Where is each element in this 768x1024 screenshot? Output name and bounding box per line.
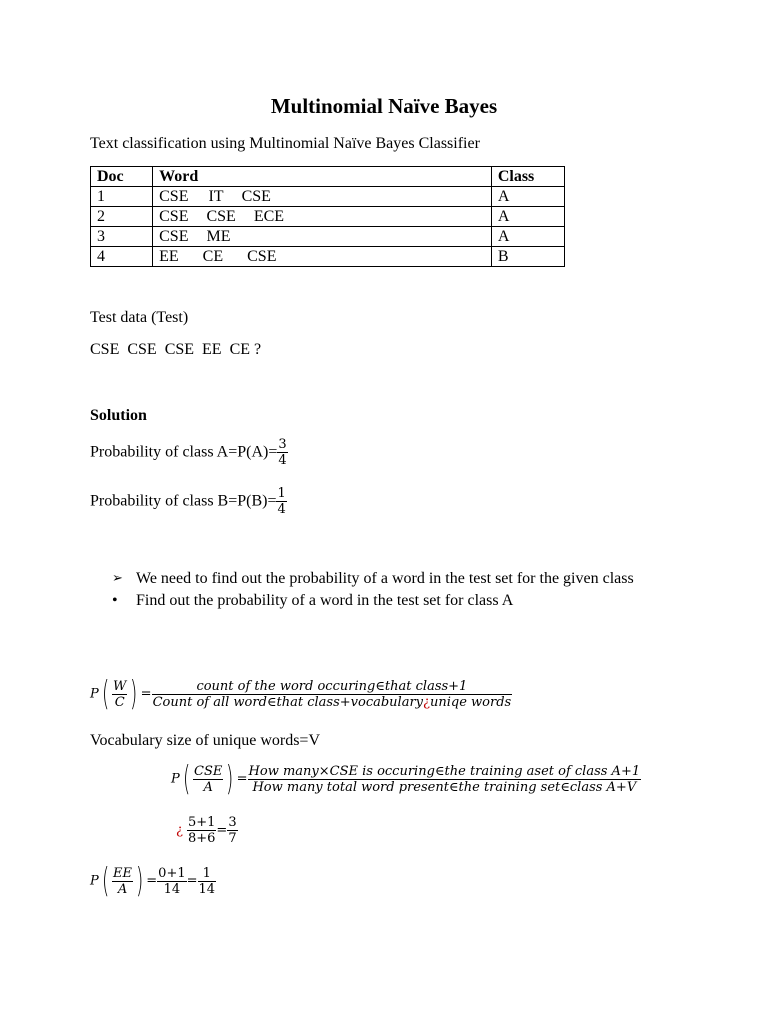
ee-result-fraction bbox=[198, 866, 217, 897]
word: CE bbox=[202, 247, 224, 265]
frac-num: W bbox=[113, 678, 127, 694]
word: CSE bbox=[159, 187, 189, 205]
words-cell bbox=[153, 247, 492, 267]
calc-den: 8+6 bbox=[187, 831, 216, 846]
right-paren: ) bbox=[130, 674, 138, 714]
calc-cse bbox=[176, 815, 238, 846]
general-fraction bbox=[152, 679, 513, 710]
left-paren: ( bbox=[101, 674, 110, 714]
word: CSE bbox=[247, 247, 277, 265]
steps-list bbox=[108, 568, 676, 612]
header-word: Word bbox=[153, 167, 492, 187]
words-cell bbox=[153, 227, 492, 247]
left-paren: ( bbox=[101, 861, 110, 901]
w-given-c-fraction bbox=[112, 679, 127, 710]
cse-fraction bbox=[248, 764, 642, 795]
p-symbol: P bbox=[171, 771, 180, 787]
prob-a-fraction bbox=[277, 437, 287, 468]
right-paren: ) bbox=[135, 861, 144, 901]
class-cell: A bbox=[491, 227, 564, 247]
word: ME bbox=[206, 227, 231, 245]
prob-class-a bbox=[90, 437, 288, 468]
ee-num: 0+1 bbox=[158, 865, 186, 881]
word: CSE bbox=[206, 207, 236, 225]
header-class: Class bbox=[491, 167, 564, 187]
word: CSE bbox=[159, 227, 189, 245]
right-paren: ) bbox=[226, 759, 234, 799]
equals-sign: = bbox=[140, 686, 152, 702]
bullet-text: We need to find out the probability of a word in the test set for the given class bbox=[136, 570, 634, 587]
formula-ee bbox=[90, 861, 216, 901]
class-cell: A bbox=[491, 187, 564, 207]
result-den: 7 bbox=[228, 831, 237, 846]
left-paren: ( bbox=[182, 759, 191, 799]
calc-fraction bbox=[187, 815, 216, 846]
frac-den: A bbox=[203, 779, 213, 795]
inverted-question-glyph: ¿ bbox=[423, 694, 430, 710]
table-header-row bbox=[91, 167, 565, 187]
prob-a-num: 3 bbox=[278, 437, 287, 452]
ee-den: 14 bbox=[163, 881, 181, 897]
words-cell bbox=[153, 187, 492, 207]
ee-fraction bbox=[157, 866, 186, 897]
equals-sign: = bbox=[146, 873, 158, 889]
cse-given-a-fraction bbox=[193, 764, 223, 795]
vocabulary-line: Vocabulary size of unique words=V bbox=[90, 732, 321, 749]
list-item bbox=[108, 590, 676, 612]
prob-a-label: Probability of class A=P(A)= bbox=[90, 443, 278, 461]
table-row bbox=[91, 247, 565, 267]
training-docs-table bbox=[90, 166, 565, 267]
frac-den: C bbox=[114, 694, 125, 710]
prob-class-b bbox=[90, 486, 287, 517]
equals-sign: = bbox=[186, 873, 198, 889]
frac-num: CSE bbox=[194, 763, 223, 779]
general-den-pre: Count of all word∈that class+vocabulary bbox=[152, 694, 424, 710]
words-cell bbox=[153, 207, 492, 227]
doc-cell: 1 bbox=[91, 187, 153, 207]
doc-cell: 2 bbox=[91, 207, 153, 227]
test-data-label: Test data (Test) bbox=[90, 309, 189, 326]
prob-a-den: 4 bbox=[278, 453, 287, 468]
word: CSE bbox=[159, 207, 189, 225]
solution-heading: Solution bbox=[90, 407, 147, 424]
calc-num: 5+1 bbox=[187, 815, 216, 830]
word: CSE bbox=[241, 187, 271, 205]
list-item bbox=[108, 568, 676, 590]
frac-den: A bbox=[117, 881, 128, 897]
p-symbol: P bbox=[90, 686, 99, 702]
frac-num: EE bbox=[113, 865, 132, 881]
word: EE bbox=[159, 247, 179, 265]
formula-general bbox=[90, 674, 512, 714]
table-row bbox=[91, 227, 565, 247]
doc-cell: 4 bbox=[91, 247, 153, 267]
result-num: 3 bbox=[228, 815, 237, 830]
table-row bbox=[91, 187, 565, 207]
general-den-post: uniqe words bbox=[430, 694, 512, 710]
page-title: Multinomial Naïve Bayes bbox=[270, 94, 498, 118]
cse-den: How many total word present∈the training set∈class A+V bbox=[252, 779, 637, 795]
inverted-question-glyph: ¿ bbox=[176, 823, 183, 838]
prob-b-label: Probability of class B=P(B)= bbox=[90, 492, 277, 510]
header-doc: Doc bbox=[91, 167, 153, 187]
bullet-text: Find out the probability of a word in the test set for class A bbox=[136, 592, 514, 609]
word: IT bbox=[208, 187, 224, 205]
general-den bbox=[152, 695, 513, 710]
ee-result-den: 14 bbox=[198, 881, 216, 897]
ee-result-num: 1 bbox=[198, 866, 217, 882]
doc-cell: 3 bbox=[91, 227, 153, 247]
prob-b-fraction bbox=[276, 486, 286, 517]
word: ECE bbox=[253, 207, 285, 225]
dot-bullet-icon: • bbox=[112, 592, 118, 609]
arrow-bullet-icon: ➢ bbox=[112, 571, 123, 586]
formula-cse bbox=[171, 759, 641, 799]
intro-text: Text classification using Multinomial Naïve Bayes Classifier bbox=[90, 135, 480, 152]
p-symbol: P bbox=[90, 873, 99, 889]
ee-given-a-fraction bbox=[112, 866, 133, 897]
prob-b-den: 4 bbox=[277, 502, 286, 517]
result-fraction bbox=[227, 815, 237, 846]
table-row bbox=[91, 207, 565, 227]
cse-num: How many×CSE is occuring∈the training aset of class A+1 bbox=[248, 763, 641, 779]
test-words: CSE CSE CSE EE CE ? bbox=[90, 341, 262, 358]
prob-b-num: 1 bbox=[277, 486, 286, 501]
class-cell: A bbox=[491, 207, 564, 227]
equals-sign: = bbox=[216, 823, 228, 838]
class-cell: B bbox=[491, 247, 564, 267]
equals-sign: = bbox=[236, 771, 248, 787]
general-num: count of the word occuring∈that class+1 bbox=[152, 679, 513, 695]
